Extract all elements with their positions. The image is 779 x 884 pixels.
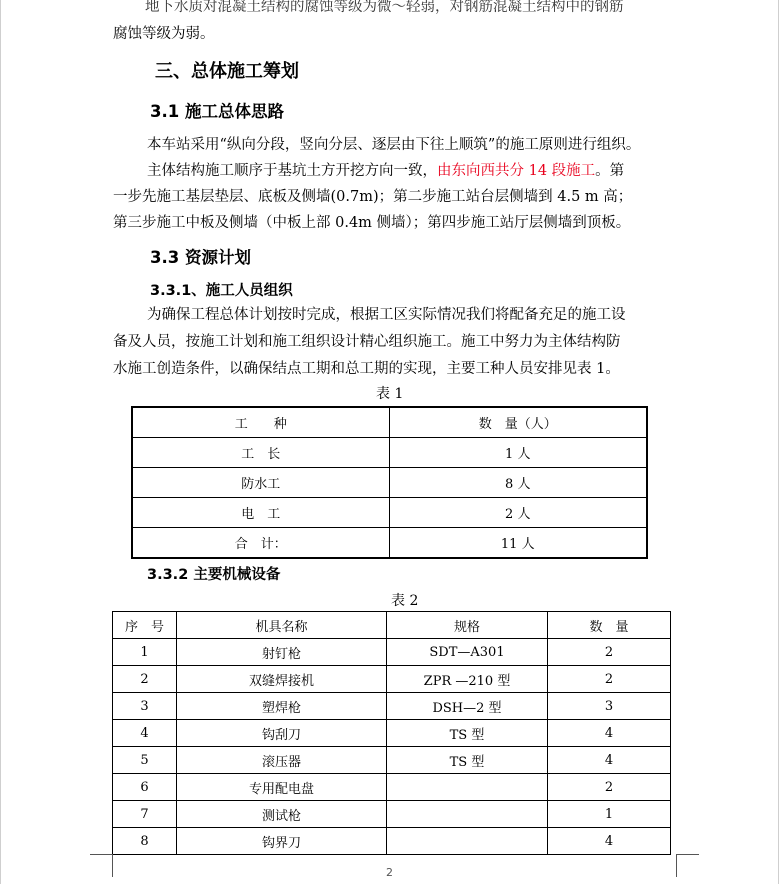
table-cell: 2 — [548, 666, 671, 693]
table-header-row — [132, 407, 647, 438]
subsection-heading: 3.3 资源计划 — [150, 248, 251, 267]
paragraph-line: 备及人员，按施工计划和施工组织设计精心组织施工。施工中努力为主体结构防 — [113, 334, 621, 350]
page-number: 2 — [386, 866, 393, 879]
cut-off-line: 地下水质对混凝土结构的腐蚀等级为微～轻弱，对钢筋混凝土结构中的钢筋 — [145, 0, 624, 15]
table-header-cell: 序 号 — [113, 612, 177, 639]
table-header-cell: 数 量（人） — [389, 407, 647, 438]
table-cell: 滚压器 — [177, 747, 387, 774]
paragraph-line: 腐蚀等级为弱。 — [113, 26, 215, 42]
table-row — [132, 498, 647, 528]
table-cell: 合 计： — [132, 528, 389, 559]
table-row — [113, 639, 671, 666]
paragraph-line: 水施工创造条件，以确保结点工期和总工期的实现，主要工种人员安排见表 1。 — [113, 361, 620, 377]
table-cell: 6 — [113, 774, 177, 801]
workers-table — [131, 406, 648, 559]
table-cell — [387, 828, 548, 855]
table-row — [132, 438, 647, 468]
table-cell: 3 — [113, 693, 177, 720]
table-caption: 表 1 — [376, 386, 404, 402]
table-header-cell: 机具名称 — [177, 612, 387, 639]
table-cell: 3 — [548, 693, 671, 720]
section-heading: 三、总体施工筹划 — [155, 61, 299, 82]
table-cell: 2 — [548, 639, 671, 666]
table-cell: 7 — [113, 801, 177, 828]
table-cell: 钩界刀 — [177, 828, 387, 855]
table-row — [113, 720, 671, 747]
table-header-row — [113, 612, 671, 639]
paragraph-text: 。第 — [595, 163, 625, 179]
table-row — [113, 774, 671, 801]
table-cell: DSH—2 型 — [387, 693, 548, 720]
table-cell: 电 工 — [132, 498, 389, 528]
subsubsection-heading: 3.3.1、施工人员组织 — [150, 283, 293, 299]
table-row — [113, 693, 671, 720]
table-cell: 1 — [113, 639, 177, 666]
table-row — [113, 828, 671, 855]
table-cell: 8 人 — [389, 468, 647, 498]
table-cell: 塑焊枪 — [177, 693, 387, 720]
table-cell: 射钉枪 — [177, 639, 387, 666]
table-cell: 4 — [548, 747, 671, 774]
subsubsection-heading: 3.3.2 主要机械设备 — [147, 567, 281, 583]
table-row — [113, 801, 671, 828]
paragraph-line: 为确保工程总体计划按时完成，根据工区实际情况我们将配备充足的施工设 — [147, 307, 626, 323]
table-cell: 4 — [548, 828, 671, 855]
table-cell: 11 人 — [389, 528, 647, 559]
table-cell: 2 — [113, 666, 177, 693]
equipment-table — [112, 611, 671, 855]
table-cell: 双缝焊接机 — [177, 666, 387, 693]
table-row — [132, 528, 647, 559]
paragraph-line: 第三步施工中板及侧墙（中板上部 0.4m 侧墙）；第四步施工站厅层侧墙到顶板。 — [113, 215, 631, 231]
table-cell: TS 型 — [387, 747, 548, 774]
table-cell: SDT—A301 — [387, 639, 548, 666]
table-cell: 4 — [548, 720, 671, 747]
table-cell: 钩刮刀 — [177, 720, 387, 747]
table-cell — [387, 774, 548, 801]
table-cell: 工 长 — [132, 438, 389, 468]
table-cell: 1 — [548, 801, 671, 828]
paragraph-line: 一步先施工基层垫层、底板及侧墙(0.7m)；第二步施工站台层侧墙到 4.5 m 高； — [113, 189, 633, 205]
table-cell: 2 人 — [389, 498, 647, 528]
table-cell: 1 人 — [389, 438, 647, 468]
table-cell: 8 — [113, 828, 177, 855]
table-row — [113, 747, 671, 774]
table-cell: 2 — [548, 774, 671, 801]
table-header-cell: 数 量 — [548, 612, 671, 639]
table-caption: 表 2 — [391, 593, 419, 609]
table-cell: 防水工 — [132, 468, 389, 498]
table-cell: 测试枪 — [177, 801, 387, 828]
paragraph-text: 主体结构施工顺序于基坑土方开挖方向一致， — [147, 163, 437, 179]
table-cell — [387, 801, 548, 828]
paragraph-line — [147, 159, 624, 180]
table-row — [113, 666, 671, 693]
table-cell: 专用配电盘 — [177, 774, 387, 801]
table-cell: 5 — [113, 747, 177, 774]
highlighted-text: 由东向西共分 14 段施工 — [437, 163, 596, 179]
table-row — [132, 468, 647, 498]
table-header-cell: 规格 — [387, 612, 548, 639]
table-cell: ZPR —210 型 — [387, 666, 548, 693]
paragraph-line: 本车站采用“纵向分段，竖向分层、逐层由下往上顺筑”的施工原则进行组织。 — [147, 137, 641, 153]
subsection-heading: 3.1 施工总体思路 — [150, 102, 284, 121]
table-header-cell: 工 种 — [132, 407, 389, 438]
table-cell: TS 型 — [387, 720, 548, 747]
table-cell: 4 — [113, 720, 177, 747]
